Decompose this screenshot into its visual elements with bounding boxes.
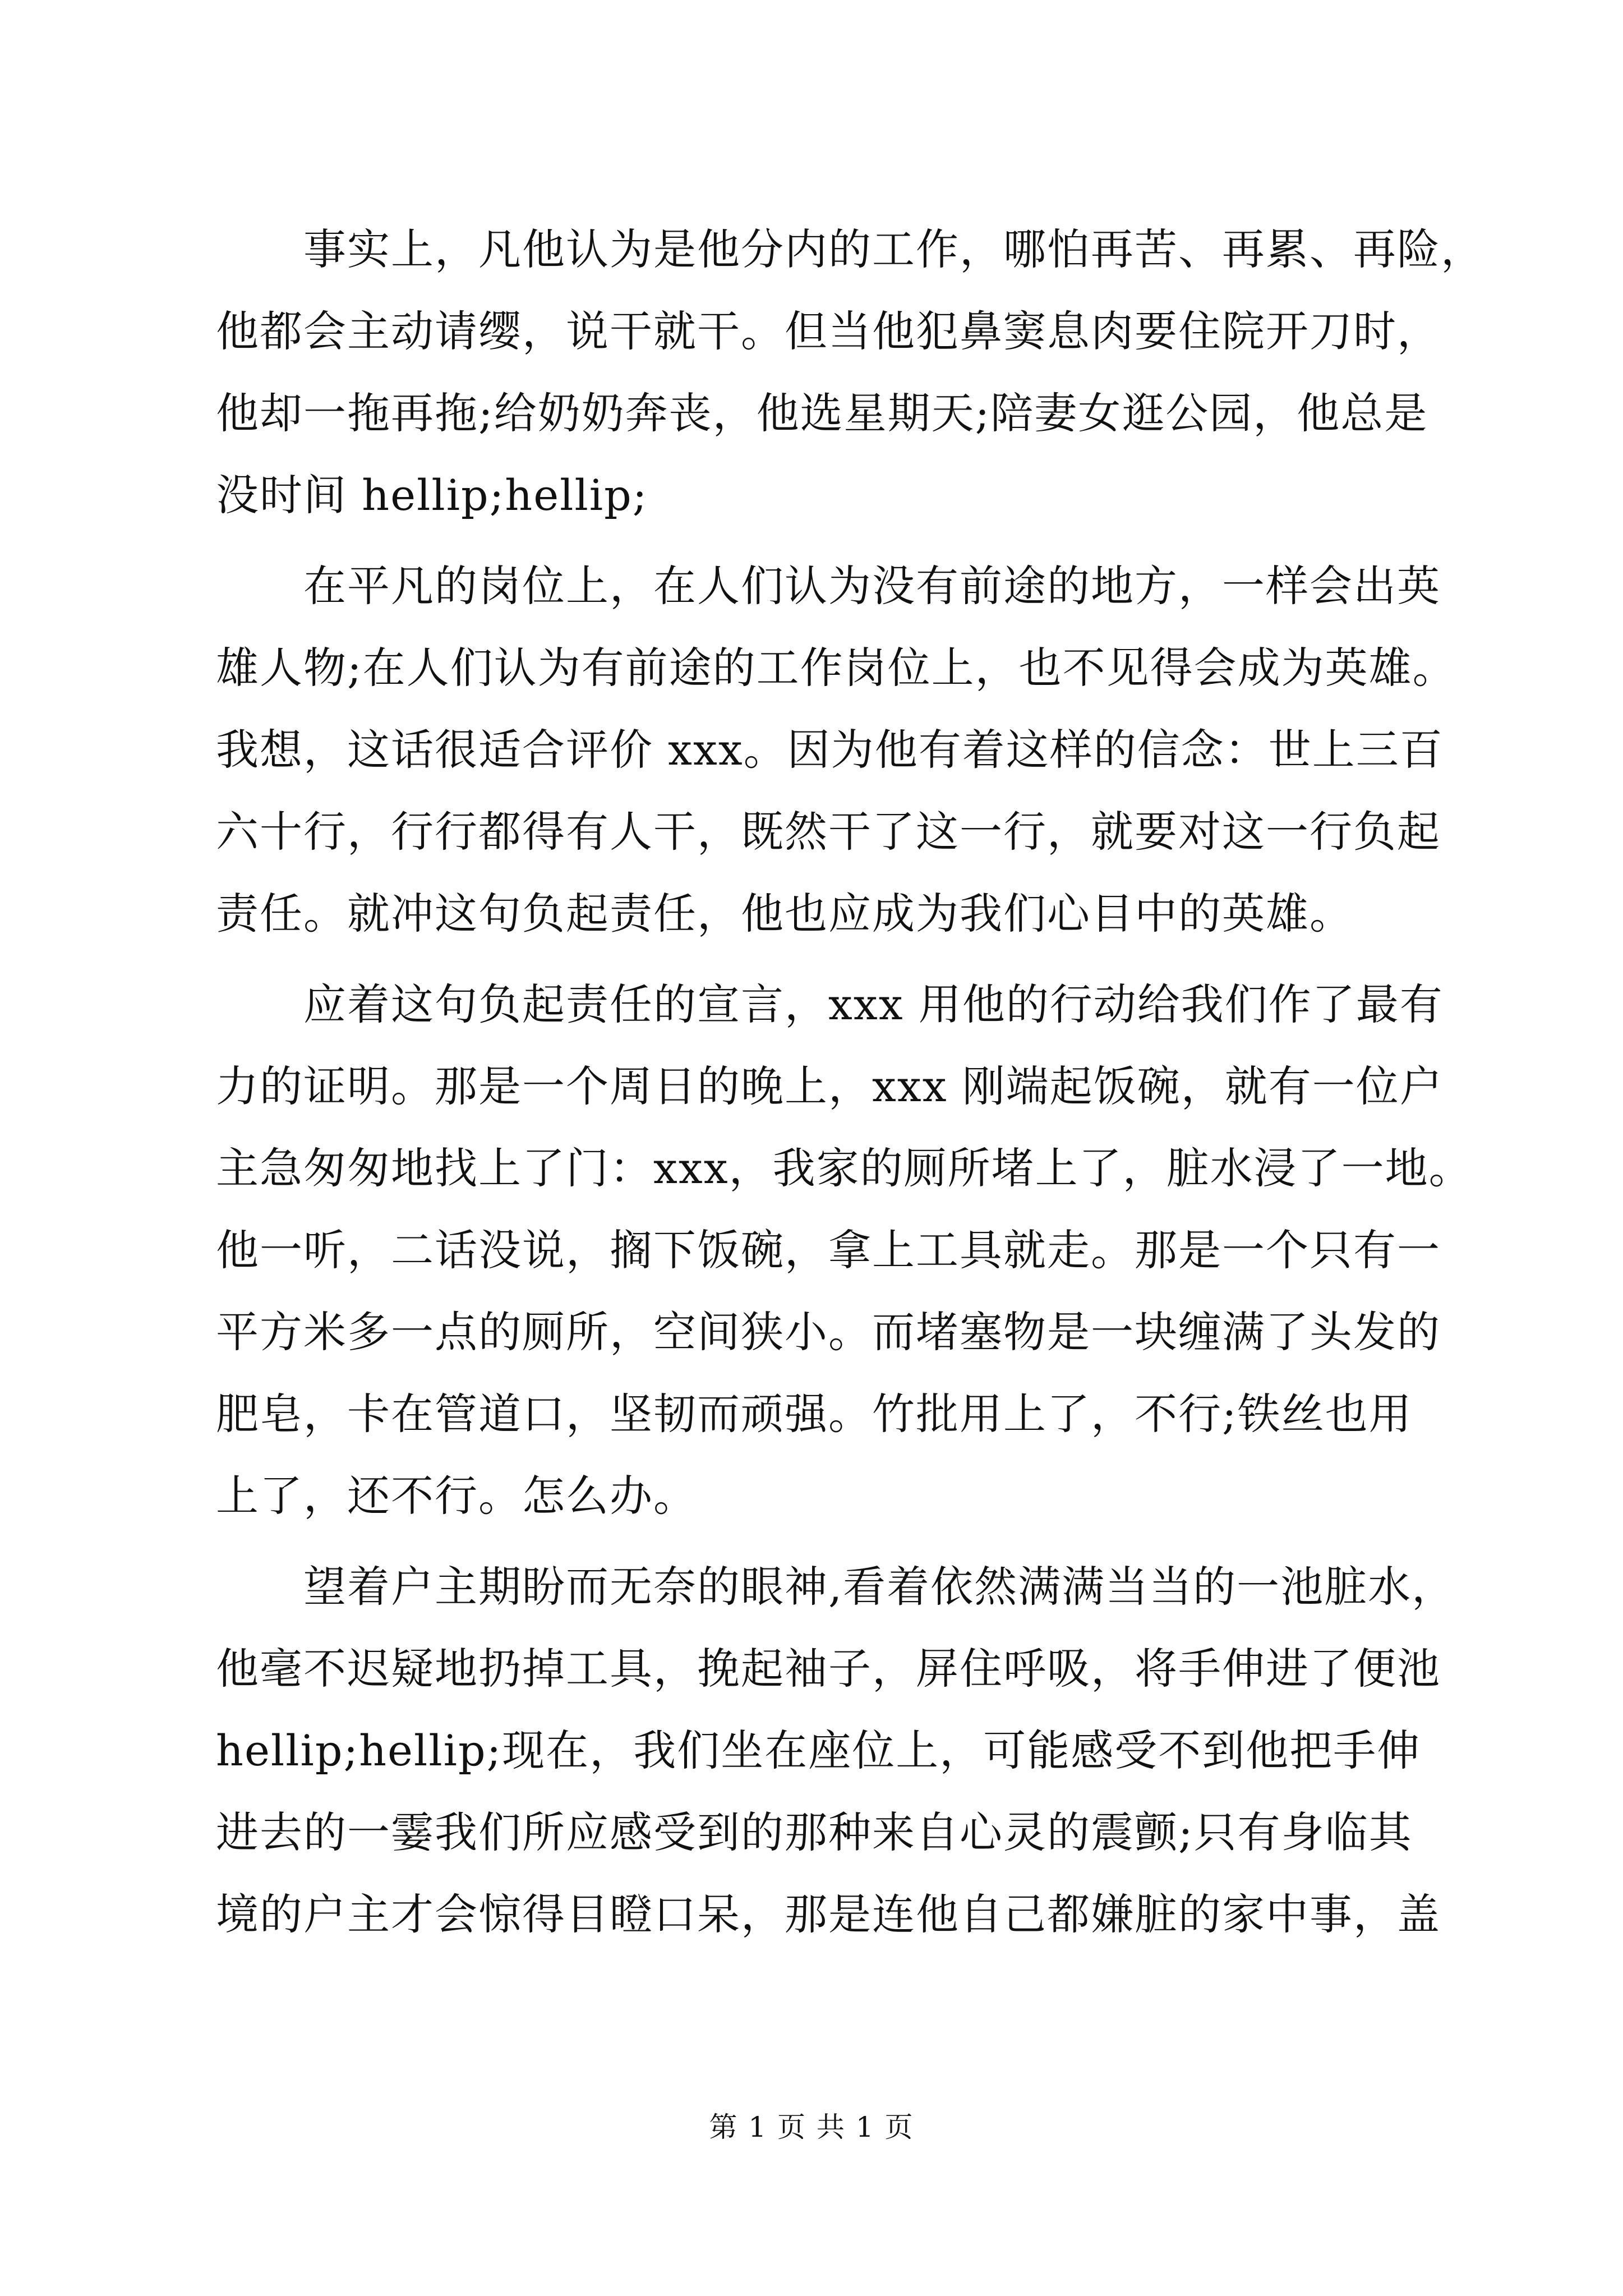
text-line: 平方米多一点的厕所，空间狭小。而堵塞物是一块缠满了头发的 bbox=[216, 1307, 1441, 1357]
text-line: 应着这句负起责任的宣言，xxx 用他的行动给我们作了最有 bbox=[216, 979, 1444, 1029]
text-line: 责任。就冲这句负起责任，他也应成为我们心目中的英雄。 bbox=[216, 889, 1353, 938]
text-line: 力的证明。那是一个周日的晚上，xxx 刚端起饭碗，就有一位户 bbox=[216, 1061, 1444, 1111]
paragraph-3 bbox=[216, 964, 1473, 1537]
paragraph-2 bbox=[216, 545, 1456, 955]
text-line: 他却一拖再拖;给奶奶奔丧，他选星期天;陪妻女逛公园，他总是 bbox=[216, 388, 1428, 438]
paragraph-gap bbox=[216, 536, 1416, 545]
text-line: 事实上，凡他认为是他分内的工作，哪怕再苦、再累、再险， bbox=[216, 224, 1484, 274]
text-line: 他都会主动请缨，说干就干。但当他犯鼻窦息肉要住院开刀时， bbox=[216, 306, 1441, 356]
text-line: 六十行，行行都得有人干，既然干了这一行，就要对这一行负起 bbox=[216, 807, 1441, 857]
text-line: 他一听，二话没说，搁下饭碗，拿上工具就走。那是一个只有一 bbox=[216, 1225, 1441, 1275]
text-line: 在平凡的岗位上，在人们认为没有前途的地方，一样会出英 bbox=[216, 561, 1441, 611]
paragraph-1 bbox=[216, 209, 1484, 536]
page-number-label: 第 1 页 共 1 页 bbox=[709, 2111, 914, 2143]
text-line: 主急匆匆地找上了门：xxx，我家的厕所堵上了，脏水浸了一地。 bbox=[216, 1143, 1473, 1193]
page-footer bbox=[0, 2105, 1623, 2145]
text-line: 没时间 hellip;hellip; bbox=[216, 470, 648, 520]
text-line: 肥皂，卡在管道口，坚韧而顽强。竹批用上了，不行;铁丝也用 bbox=[216, 1389, 1413, 1439]
text-line: 望着户主期盼而无奈的眼神,看着依然满满当当的一池脏水， bbox=[216, 1562, 1456, 1612]
text-line: 上了，还不行。怎么办。 bbox=[216, 1471, 697, 1521]
paragraph-gap bbox=[216, 1537, 1416, 1546]
text-line: 雄人物;在人们认为有前途的工作岗位上，也不见得会成为英雄。 bbox=[216, 643, 1456, 693]
paragraph-4 bbox=[216, 1546, 1456, 1955]
text-line: 境的户主才会惊得目瞪口呆，那是连他自己都嫌脏的家中事，盖 bbox=[216, 1889, 1441, 1939]
text-line: 我想，这话很适合评价 xxx。因为他有着这样的信念：世上三百 bbox=[216, 725, 1444, 775]
document-body bbox=[216, 209, 1484, 1955]
text-line: 进去的一霎我们所应感受到的那种来自心灵的震颤;只有身临其 bbox=[216, 1807, 1413, 1857]
text-line: hellip;hellip;现在，我们坐在座位上，可能感受不到他把手伸 bbox=[216, 1726, 1421, 1775]
paragraph-gap bbox=[216, 955, 1416, 964]
text-line: 他毫不迟疑地扔掉工具，挽起袖子，屏住呼吸，将手伸进了便池 bbox=[216, 1644, 1441, 1694]
